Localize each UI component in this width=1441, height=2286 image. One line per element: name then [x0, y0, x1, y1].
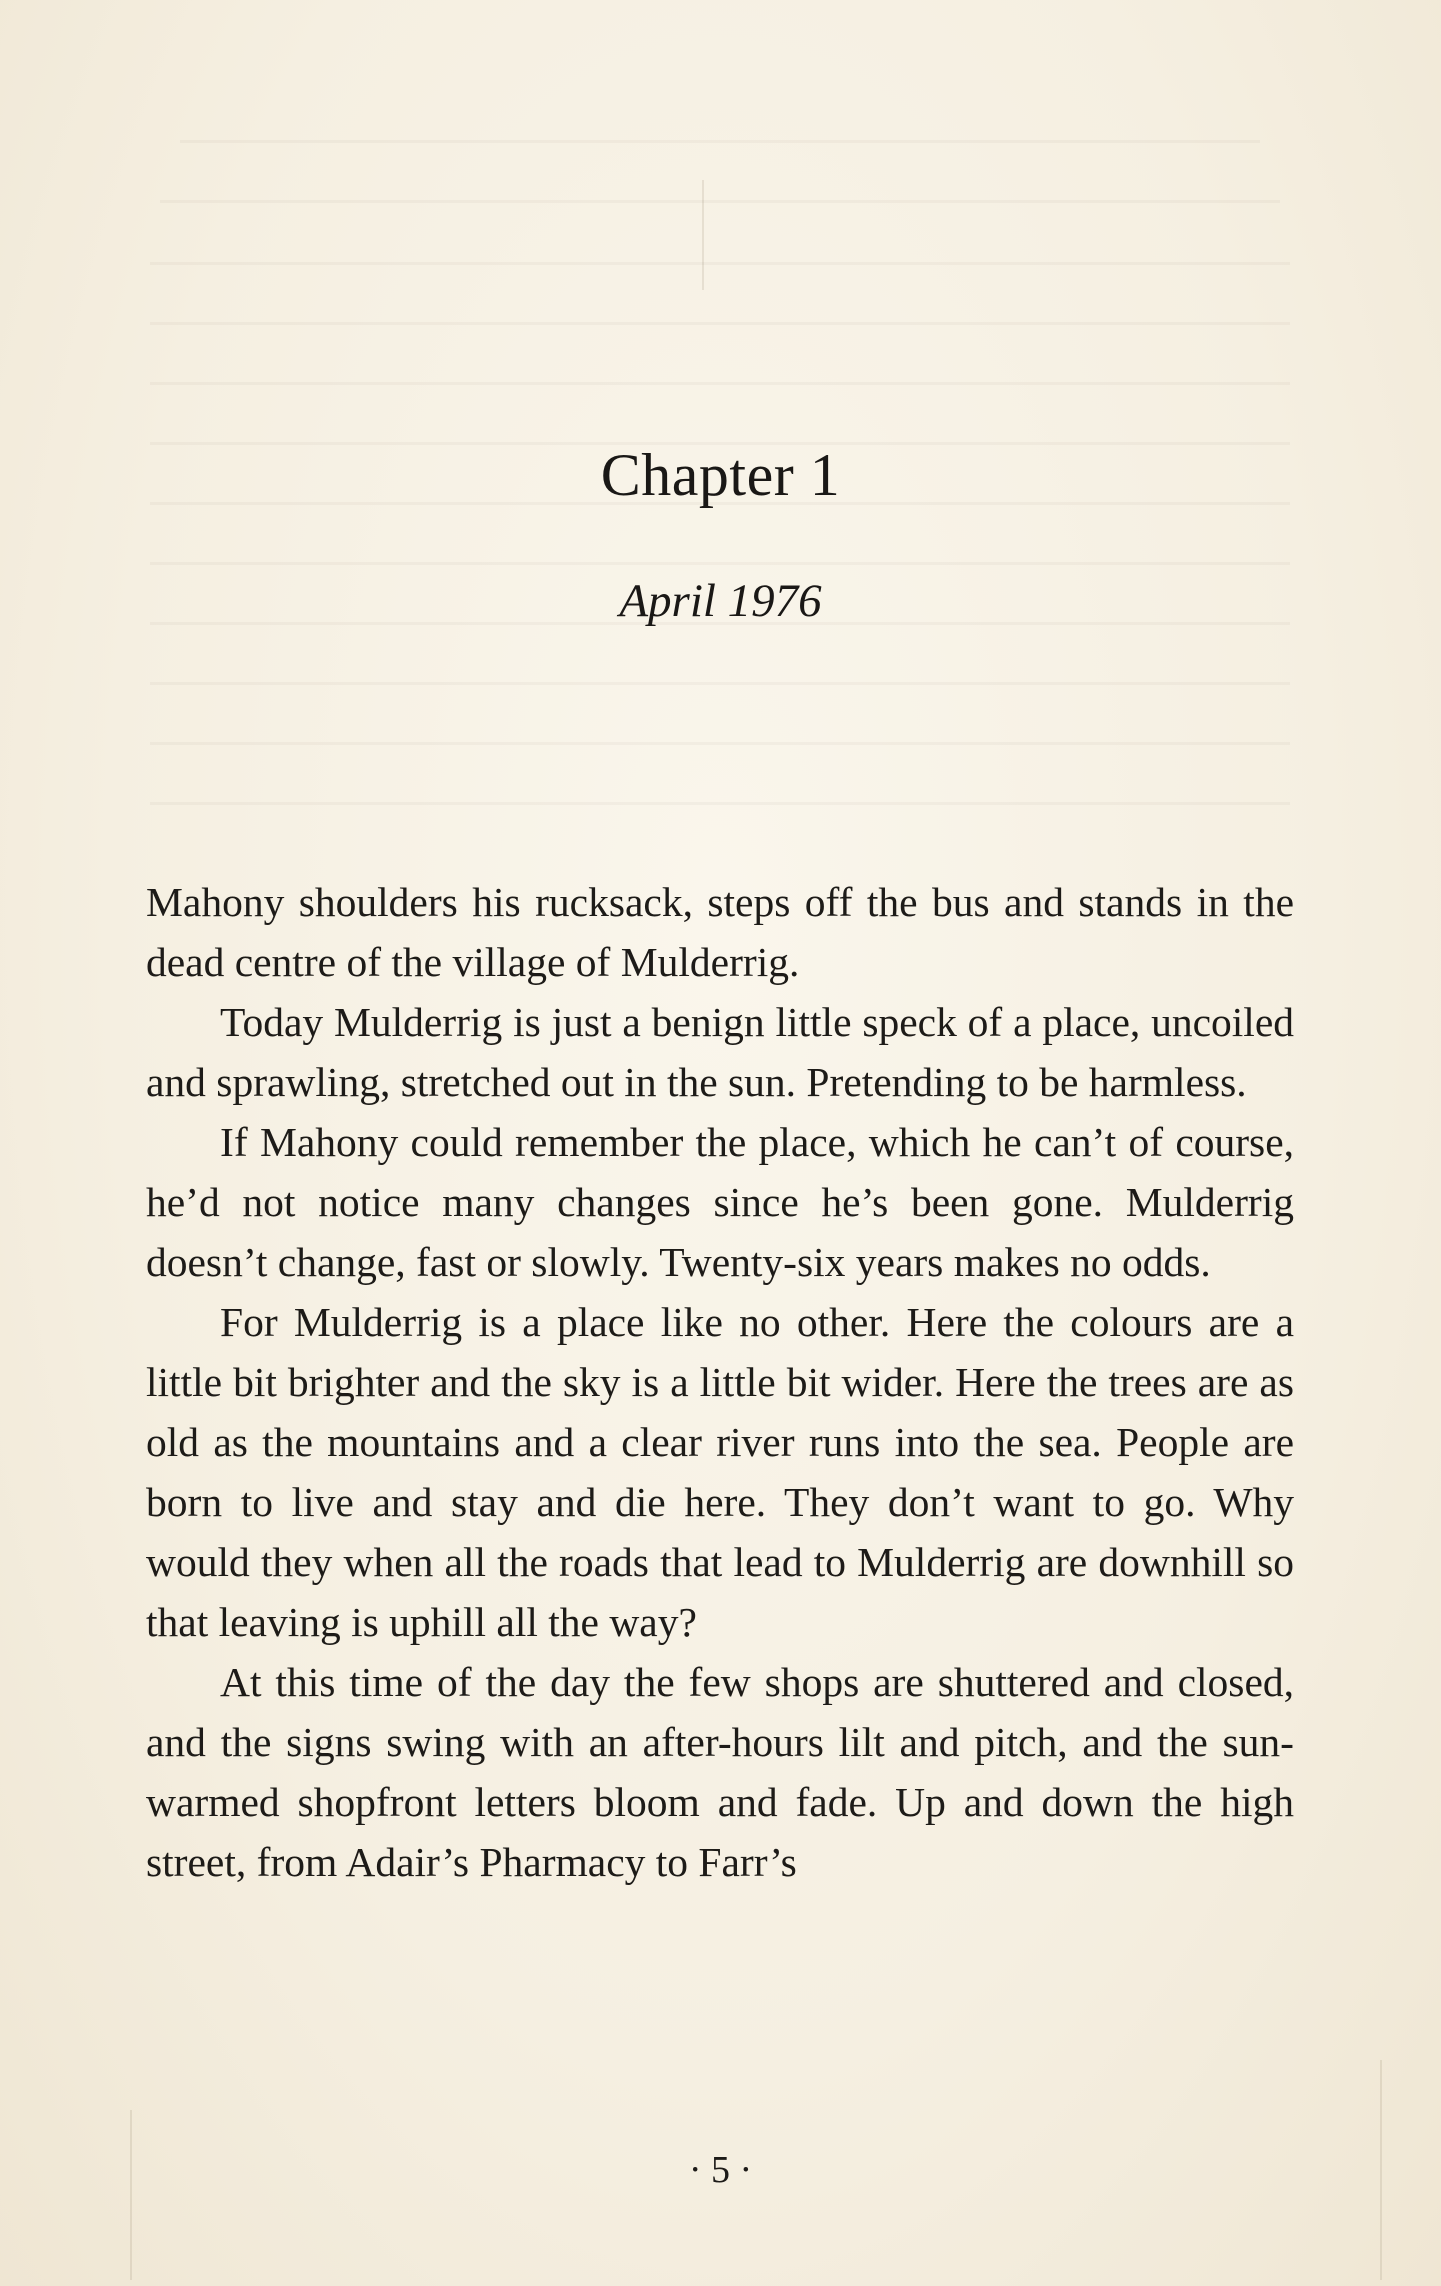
- show-through-line: [150, 382, 1290, 385]
- chapter-subtitle: April 1976: [619, 575, 822, 627]
- paragraph: Today Mulderrig is just a benign little speck of a place, uncoiled and sprawling, stretched out in the sun. Pretending to be harmless.: [146, 999, 1294, 1105]
- show-through-line: [180, 140, 1260, 143]
- show-through-line: [150, 742, 1290, 745]
- page-crease: [130, 2110, 132, 2280]
- show-through-line: [150, 802, 1290, 805]
- paragraph: At this time of the day the few shops are shuttered and closed, and the signs swing with an after-hours lilt and pitch, and the sun-warmed shopfront letters bloom and fade. Up and down the high street, from Adair’s Pharmacy to Farr’s: [146, 1659, 1294, 1885]
- show-through-line: [150, 322, 1290, 325]
- paragraph: Mahony shoulders his rucksack, steps off the bus and stands in the dead centre of the village of Mulderrig.: [146, 879, 1294, 985]
- chapter-title: Chapter 1: [600, 442, 841, 508]
- show-through-line: [150, 562, 1290, 565]
- body-text: [146, 872, 1294, 1892]
- page-crease: [702, 180, 704, 290]
- paragraph: If Mahony could remember the place, which he can’t of course, he’d not notice many changes since he’s been gone. Mulderrig doesn’t change, fast or slowly. Twenty-six years makes no odds.: [146, 1119, 1294, 1285]
- page-number: · 5 ·: [688, 2149, 753, 2191]
- show-through-line: [150, 682, 1290, 685]
- show-through-line: [160, 200, 1280, 203]
- show-through-line: [150, 262, 1290, 265]
- paragraph: For Mulderrig is a place like no other. Here the colours are a little bit brighter and the sky is a little bit wider. Here the trees are as old as the mountains and a clear river runs into the sea. People are born to live and stay and die here. They don’t want to go. Why would they when all the roads that lead to Mulderrig are downhill so that leaving is uphill all the way?: [146, 1299, 1294, 1645]
